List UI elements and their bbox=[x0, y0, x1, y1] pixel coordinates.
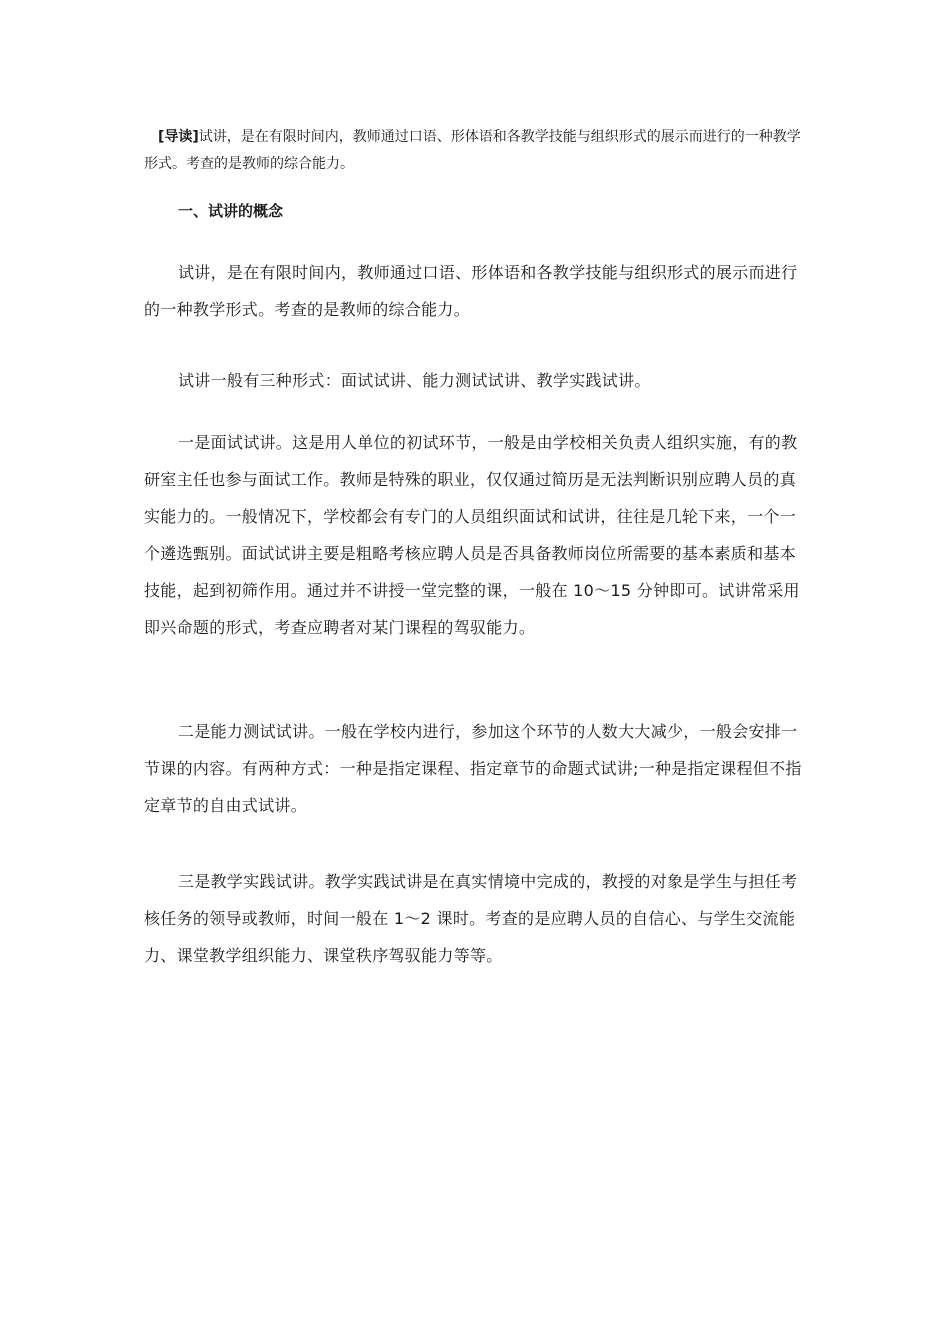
paragraph-teaching-practice-lecture: 三是教学实践试讲。教学实践试讲是在真实情境中完成的，教授的对象是学生与担任考核任务的领导或教师，时间一般在 1～2 课时。考查的是应聘人员的自信心、与学生交流能力、课堂教学组织能力、课堂秩序驾驭能力等等。 bbox=[144, 872, 798, 965]
intro-paragraph bbox=[144, 124, 812, 178]
paragraph-definition: 试讲，是在有限时间内，教师通过口语、形体语和各教学技能与组织形式的展示而进行的一种教学形式。考查的是教师的综合能力。 bbox=[144, 263, 798, 319]
paragraph-three-forms: 试讲一般有三种形式：面试试讲、能力测试试讲、教学实践试讲。 bbox=[178, 371, 651, 390]
intro-text: 试讲，是在有限时间内，教师通过口语、形体语和各教学技能与组织形式的展示而进行的一种教学形式。考查的是教师的综合能力。 bbox=[144, 129, 801, 172]
paragraph-ability-test-lecture: 二是能力测试试讲。一般在学校内进行，参加这个环节的人数大大减少，一般会安排一节课的内容。有两种方式：一种是指定课程、指定章节的命题式试讲;一种是指定课程但不指定章节的自由式试讲。 bbox=[144, 722, 802, 815]
section-heading: 一、试讲的概念 bbox=[178, 202, 284, 220]
intro-tag: [导读] bbox=[158, 129, 199, 145]
paragraph-interview-lecture: 一是面试试讲。这是用人单位的初试环节，一般是由学校相关负责人组织实施，有的教研室主任也参与面试工作。教师是特殊的职业，仅仅通过简历是无法判断识别应聘人员的真实能力的。一般情况下，学校都会有专门的人员组织面试和试讲，往往是几轮下来，一个一个遴选甄别。面试试讲主要是粗略考核应聘人员是否具备教师岗位所需要的基本素质和基本技能，起到初筛作用。通过并不讲授一堂完整的课，一般在 10～15 分钟即可。试讲常采用即兴命题的形式，考查应聘者对某门课程的驾驭能力。 bbox=[144, 433, 800, 637]
